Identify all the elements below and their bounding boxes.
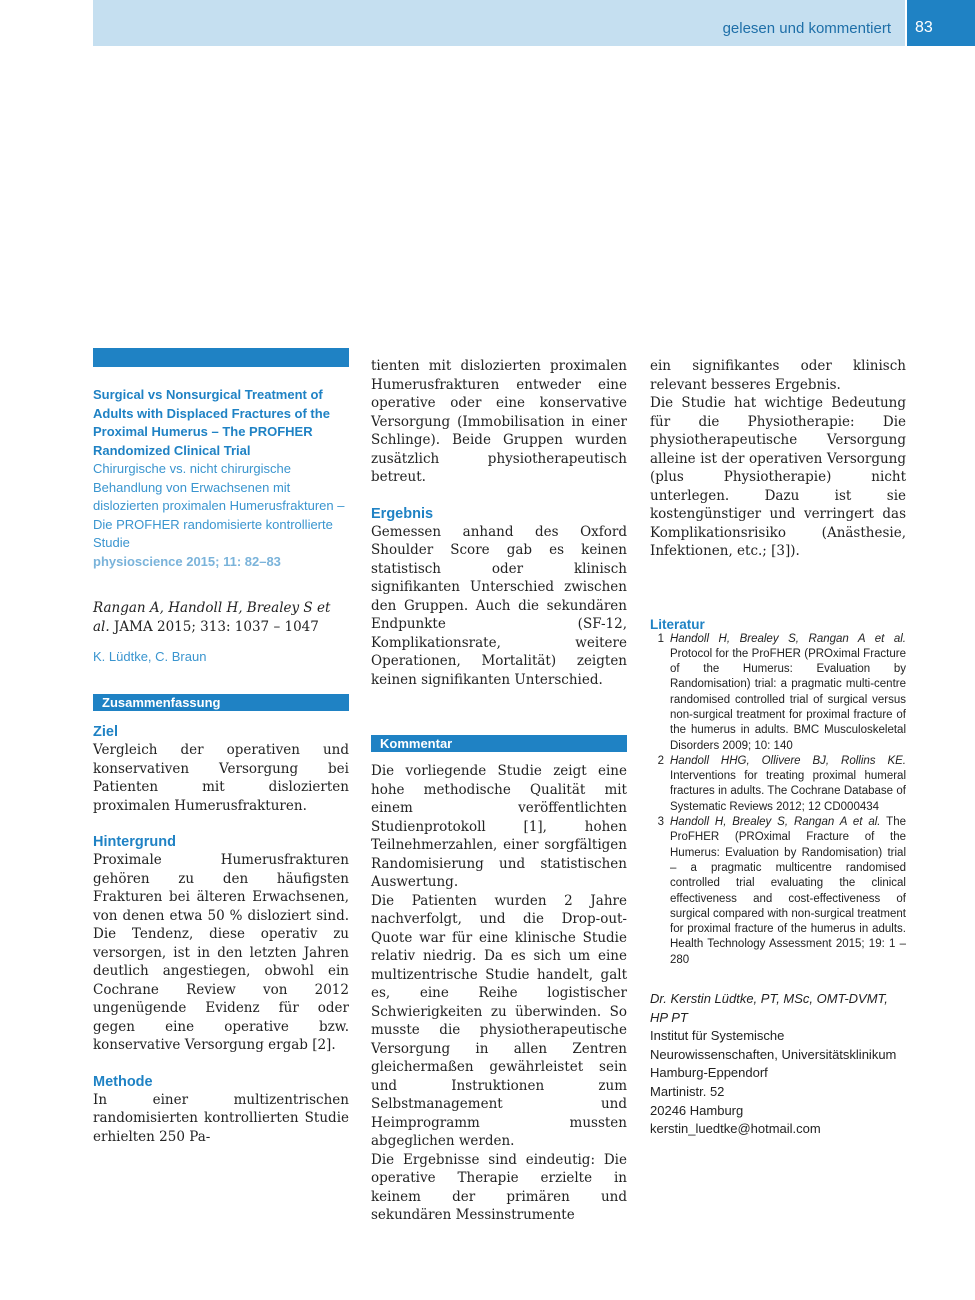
column-2	[371, 357, 627, 1225]
kommentar-label: Kommentar	[371, 735, 627, 752]
literature-heading: Literatur	[650, 616, 705, 632]
page-number: 83	[915, 19, 933, 36]
heading-hintergrund: Hintergrund	[93, 834, 176, 850]
kommentar-paragraph-3-cont: ein signifikantes oder klinisch relevant besseres Ergebnis.	[650, 358, 906, 393]
text-ziel: Vergleich der operativen und konservativen Versorgung bei Patienten mit dislozierten proximalen Humerusfrakturen.	[93, 742, 349, 814]
section-title: gelesen und kommentiert	[722, 20, 891, 37]
reference-item	[650, 754, 906, 815]
text-ergebnis: Gemessen anhand des Oxford Shoulder Score gab es keinen statistisch oder klinisch signifikanten Unterschied zwischen den Gruppen. Auch die sekundären Endpunkte (SF-12, Komplikationsrate, weitere Operationen, Mortalität) zeigten keinen signifikanten Unterschied.	[371, 523, 627, 688]
kommentar-paragraph-2: Die Patienten wurden 2 Jahre nachverfolgt, und die Drop-out-Quote war für eine klinische Studie relativ niedrig. Da es sich um eine multizentrische Studie handelt, galt es, eine Reihe logistischer Schwierigkeiten zu überwinden. So musste die physiotherapeutische Versorgung in allen Zentren gleichermaßen gewährleistet sein und Instruktionen zum Selbstmanagement und Heimprogramm mussten abgeglichen werden.	[371, 892, 627, 1149]
page-number-box	[907, 0, 975, 46]
column-1	[93, 348, 349, 1146]
reference-authors: Handoll H, Brealey S, Rangan A et al.	[670, 816, 881, 829]
text-hintergrund: Proximale Humerusfrakturen gehören zu den häufigsten Frakturen bei älteren Erwachsenen, von denen etwa 50 % disloziert sind. Die Tendenz, diese operativ zu versorgen, ist in den letzten Jahren deutlich angestiegen, obwohl ein Cochrane Review von 2012 ungenügende Evidenz für oder gegen eine operative bzw. konservative Versorgung ergab [2].	[93, 852, 349, 1053]
citation	[93, 599, 349, 637]
header-band	[93, 0, 905, 46]
reference-item	[650, 632, 906, 754]
contact-street: Martinistr. 52	[650, 1084, 725, 1099]
heading-ergebnis: Ergebnis	[371, 505, 434, 522]
article-title: Surgical vs Nonsurgical Treatment of Adults with Displaced Fractures of the Proximal Humerus – The PROFHER Randomized Clinical Trial	[93, 387, 330, 458]
column-3	[650, 357, 906, 1139]
citation-authors: Rangan A, Handoll H, Brealey S et al.	[93, 600, 331, 635]
contact-email: kerstin_luedtke@hotmail.com	[650, 1121, 821, 1137]
reference-authors: Handoll HHG, Ollivere BJ, Rollins KE.	[670, 754, 906, 767]
reference-text: Protocol for the ProFHER (PROximal Fracture of the Humerus: Evaluation by Randomisation) trial: a pragmatic multi-centre randomised controlled trial of surgical versus non-surgical treatment for proximal fracture of the humerus in adults. BMC Musculoskeletal Disorders 2009; 10: 140	[670, 647, 906, 752]
reference-text: The ProFHER (PROximal Fracture of the Humerus: Evaluation by Randomisation) trial – a pragmatic multicentre randomised controlled trial evaluating the clinical effectiveness and cost-effectiveness of surgical compared with non-surgical treatment for proximal fracture of the humerus in adults. Health Technology Assessment 2015; 19: 1 – 280	[670, 816, 906, 966]
journal-reference: physioscience 2015; 11: 82–83	[93, 553, 281, 569]
reference-number: 3	[657, 816, 664, 829]
contact-block	[650, 990, 906, 1139]
reference-number: 2	[657, 754, 664, 767]
citation-source: JAMA 2015; 313: 1037 – 1047	[109, 619, 319, 635]
contact-institute: Institut für Systemische Neurowissenschaften, Universitätsklinikum Hamburg-Eppendorf	[650, 1028, 897, 1081]
contact-name: Dr. Kerstin Lüdtke, PT, MSc, OMT-DVMT, HP PT	[650, 991, 888, 1025]
reference-number: 1	[657, 632, 664, 645]
article-top-bar	[93, 348, 349, 367]
reviewer-authors: K. Lüdtke, C. Braun	[93, 649, 207, 664]
heading-ziel: Ziel	[93, 724, 118, 740]
reference-item	[650, 815, 906, 968]
article-subtitle: Chirurgische vs. nicht chirurgische Behandlung von Erwachsenen mit dislozierten proximalen Humerusfrakturen – Die PROFHER randomisierte kontrollierte Studie	[93, 461, 345, 550]
text-methode-part1: In einer multizentrischen randomisierten kontrollierten Studie erhielten 250 Pa-	[93, 1091, 349, 1145]
reference-list	[650, 632, 906, 969]
heading-methode: Methode	[93, 1073, 153, 1090]
kommentar-paragraph-3: Die Ergebnisse sind eindeutig: Die operative Therapie erzielte in keinem der primären und sekundären Messinstrumente	[371, 1151, 627, 1223]
kommentar-paragraph-1: Die vorliegende Studie zeigt eine hohe methodische Qualität mit einem veröffentlichten Studienprotokoll [1], hohen Teilnehmerzahlen, einer sorgfältigen Randomisierung und statistischen Auswertung.	[371, 763, 627, 890]
reference-text: Interventions for treating proximal humeral fractures in adults. The Cochrane Database of Systematic Reviews 2012; 12 CD000434	[670, 770, 906, 813]
reference-authors: Handoll H, Brealey S, Rangan A et al.	[670, 632, 906, 645]
contact-city: 20246 Hamburg	[650, 1102, 744, 1118]
summary-label: Zusammenfassung	[93, 694, 349, 711]
text-methode-part2: tienten mit dislozierten proximalen Humerusfrakturen entweder eine operative oder eine konservative Versorgung (Immobilisation in einer Schlinge). Beide Gruppen wurden zusätzlich physiotherapeutisch betreut.	[371, 358, 627, 485]
kommentar-paragraph-4: Die Studie hat wichtige Bedeutung für die Physiotherapie: Die physiotherapeutische Versorgung alleine ist der operativen Versorgung (plus Physiotherapie) nicht unterlegen. Dazu ist sie kostengünstiger und verringert das Komplikationsrisiko (Anästhesie, Infektionen, etc.; [3]).	[650, 395, 906, 559]
